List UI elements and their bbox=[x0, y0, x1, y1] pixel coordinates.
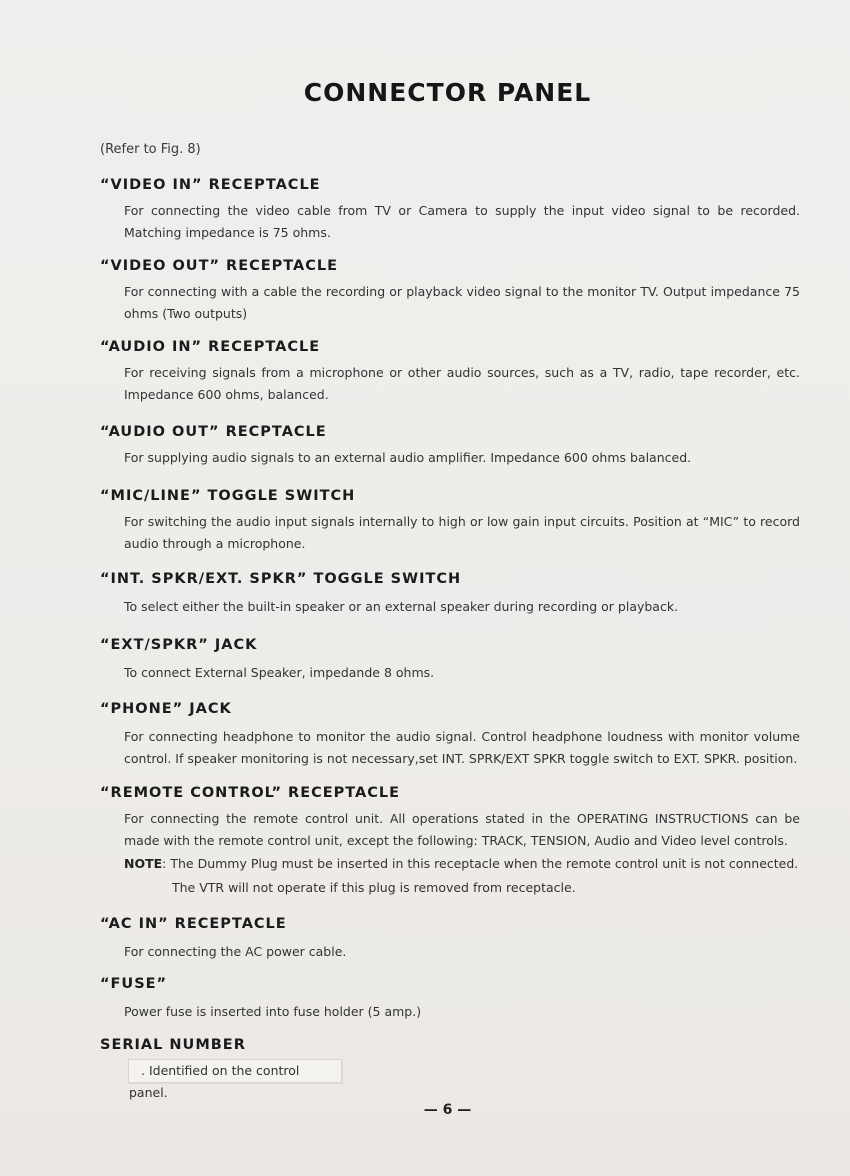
page-title: CONNECTOR PANEL bbox=[303, 78, 592, 107]
body-video-out: For connecting with a cable the recording or playback video signal to the monitor TV. Output impedance 75 ohms (Two outputs) bbox=[124, 284, 800, 321]
heading-fuse: “FUSE” bbox=[100, 976, 168, 992]
serial-number-label bbox=[128, 1059, 342, 1100]
heading-audio-out: “AUDIO OUT” RECPTACLE bbox=[100, 424, 327, 440]
heading-serial-number: SERIAL NUMBER bbox=[100, 1037, 246, 1053]
body-ext-spkr-jack: To connect External Speaker, impedande 8 ohms. bbox=[124, 665, 435, 680]
note-text-1: : The Dummy Plug must be inserted in this receptacle when the remote control unit is not connected. bbox=[162, 856, 799, 871]
body-spkr-toggle: To select either the built-in speaker or an external speaker during recording or playback. bbox=[124, 599, 679, 614]
heading-phone-jack: “PHONE” JACK bbox=[100, 701, 232, 717]
heading-remote-control: “REMOTE CONTROL” RECEPTACLE bbox=[100, 785, 401, 801]
heading-ext-spkr-jack: “EXT/SPKR” JACK bbox=[100, 637, 258, 653]
note-remote-control bbox=[124, 852, 800, 900]
note-line-1 bbox=[124, 852, 800, 876]
body-remote-control: For connecting the remote control unit. All operations stated in the OPERATING INSTRUCTIONS can be made with the remote control unit, except the following: TRACK, TENSION, Audio and Video level controls. bbox=[124, 811, 800, 848]
body-ac-in: For connecting the AC power cable. bbox=[124, 944, 347, 959]
heading-ac-in: “AC IN” RECEPTACLE bbox=[100, 916, 287, 932]
heading-video-out: “VIDEO OUT” RECEPTACLE bbox=[100, 258, 339, 274]
body-fuse: Power fuse is inserted into fuse holder (5 amp.) bbox=[124, 1004, 422, 1019]
figure-reference: (Refer to Fig. 8) bbox=[100, 142, 201, 157]
heading-mic-line: “MIC/LINE” TOGGLE SWITCH bbox=[100, 488, 356, 504]
note-line-2: The VTR will not operate if this plug is removed from receptacle. bbox=[172, 880, 576, 895]
serial-number-text: . Identified on the control panel. bbox=[129, 1063, 300, 1100]
note-label: NOTE bbox=[124, 856, 163, 871]
body-video-in: For connecting the video cable from TV or Camera to supply the input video signal to be recorded. Matching impedance is 75 ohms. bbox=[124, 203, 800, 240]
page-number: — 6 — bbox=[423, 1102, 472, 1118]
heading-video-in: “VIDEO IN” RECEPTACLE bbox=[100, 177, 321, 193]
heading-audio-in: “AUDIO IN” RECEPTACLE bbox=[100, 339, 321, 355]
body-audio-in: For receiving signals from a microphone or other audio sources, such as a TV, radio, tape recorder, etc. Impedance 600 ohms, balanced. bbox=[124, 365, 800, 402]
body-mic-line: For switching the audio input signals internally to high or low gain input circuits. Position at “MIC” to record audio through a microphone. bbox=[124, 514, 800, 551]
heading-spkr-toggle: “INT. SPKR/EXT. SPKR” TOGGLE SWITCH bbox=[100, 571, 462, 587]
body-phone-jack: For connecting headphone to monitor the audio signal. Control headphone loudness with monitor volume control. If speaker monitoring is not necessary,set INT. SPRK/EXT SPKR toggle switch to EXT. SPKR. position. bbox=[124, 729, 800, 766]
body-audio-out: For supplying audio signals to an external audio amplifier. Impedance 600 ohms balanced. bbox=[124, 450, 692, 465]
